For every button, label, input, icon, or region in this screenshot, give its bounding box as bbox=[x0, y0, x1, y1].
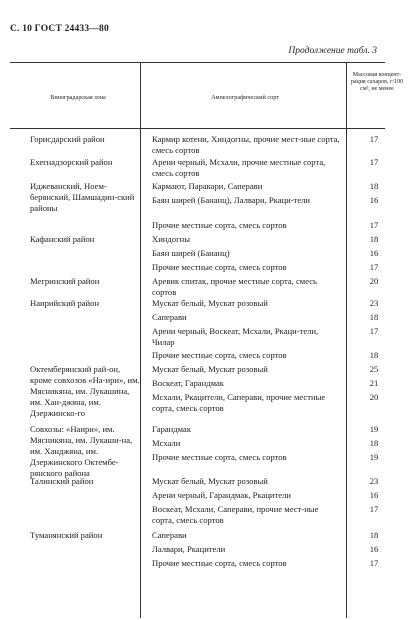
variety-cell: Прочие местные сорта, смесь сортов bbox=[152, 452, 287, 462]
variety-cell: Прочие местные сорта, смесь сортов bbox=[152, 350, 287, 360]
zone-cell: Горисдарский район bbox=[30, 134, 105, 144]
sugar-value-cell: 23 bbox=[369, 476, 379, 486]
variety-cell: Лалвари, Ркацители bbox=[152, 544, 226, 554]
column-header-variety: Ампелографический сорт bbox=[211, 94, 279, 101]
variety-cell: Мсхали bbox=[152, 438, 181, 448]
column-divider-zone bbox=[140, 62, 141, 128]
variety-cell: Кармир котени, Хиндогны, прочие мест-ные сорта, смесь сортов bbox=[152, 134, 340, 155]
variety-cell: Арени черный, Мсхали, прочие местные сорта, смесь сортов bbox=[152, 157, 326, 178]
sugar-value-cell: 16 bbox=[369, 248, 379, 258]
variety-cell: Хиндогны bbox=[152, 234, 190, 244]
sugar-value-cell: 20 bbox=[369, 392, 379, 402]
zone-cell: Ехегнадзорский район bbox=[30, 157, 113, 167]
sugar-value-cell: 19 bbox=[369, 424, 379, 434]
table-continuation-label: Продолжение табл. 3 bbox=[288, 46, 377, 56]
page-header: С. 10 ГОСТ 24433—80 bbox=[10, 24, 109, 34]
sugar-value-cell: 18 bbox=[369, 181, 379, 191]
sugar-value-cell: 17 bbox=[369, 157, 379, 167]
sugar-value-cell: 19 bbox=[369, 452, 379, 462]
variety-cell: Прочие местные сорта, смесь сортов bbox=[152, 262, 287, 272]
column-header-sugar: Массовая концент-рация сахаров, г/100 см³, не менее bbox=[350, 72, 404, 92]
variety-cell: Арени черный, Гарандмак, Ркацители bbox=[152, 490, 291, 500]
variety-cell: Мускат белый, Мускат розовый bbox=[152, 476, 268, 486]
variety-cell: Баян ширей (Бананц) bbox=[152, 248, 230, 258]
zone-cell: Кафанский район bbox=[30, 234, 95, 244]
variety-cell: Арени черный, Воскеат, Мсхали, Ркаци-тели, Чилар bbox=[152, 326, 319, 347]
variety-cell: Баян ширей (Бананц), Лалвари, Ркаци-тели bbox=[152, 195, 311, 205]
sugar-value-cell: 23 bbox=[369, 298, 379, 308]
table-top-rule bbox=[10, 62, 385, 63]
zone-cell: Октемберянский рай-он, кроме совхозов «На-ири», им. Мясникяна, им. Лукашина, им. Хан-джяна, им. Дзержинско-го bbox=[30, 364, 140, 418]
zone-cell: Наирийский район bbox=[30, 298, 100, 308]
variety-cell: Кармают, Паракари, Саперави bbox=[152, 181, 263, 191]
variety-cell: Прочие местные сорта, смесь сортов bbox=[152, 220, 287, 230]
sugar-value-cell: 18 bbox=[369, 530, 379, 540]
sugar-value-cell: 18 bbox=[369, 234, 379, 244]
column-header-zone: Виноградарская зона bbox=[50, 94, 106, 101]
sugar-value-cell: 17 bbox=[369, 326, 379, 336]
header-bottom-rule bbox=[10, 128, 385, 129]
zone-cell: Мегринский район bbox=[30, 276, 100, 286]
sugar-value-cell: 21 bbox=[369, 378, 379, 388]
variety-cell: Воскеат, Гарандмак bbox=[152, 378, 224, 388]
sugar-value-cell: 18 bbox=[369, 312, 379, 322]
sugar-value-cell: 17 bbox=[369, 504, 379, 514]
variety-cell: Мсхали, Ркацители, Саперави, прочие местные сорта, смесь сортов bbox=[152, 392, 326, 413]
sugar-value-cell: 16 bbox=[369, 544, 379, 554]
sugar-value-cell: 25 bbox=[369, 364, 379, 374]
zone-cell: Совхозы: «Наири», им. Мясникяна, им. Лукаши-на, им. Ханджяна, им. Дзержинского Октембе-рянского района bbox=[30, 424, 133, 478]
variety-cell: Прочие местные сорта, смесь сортов bbox=[152, 558, 287, 568]
zone-cell: Иджеванский, Ноем-берянский, Шамшадин-ский районы bbox=[30, 181, 135, 213]
column-divider-zone-body bbox=[140, 128, 141, 618]
variety-cell: Саперави bbox=[152, 312, 187, 322]
sugar-value-cell: 20 bbox=[369, 276, 379, 286]
sugar-value-cell: 18 bbox=[369, 350, 379, 360]
zone-cell: Талинский район bbox=[30, 476, 94, 486]
sugar-value-cell: 18 bbox=[369, 438, 379, 448]
sugar-value-cell: 17 bbox=[369, 134, 379, 144]
sugar-value-cell: 17 bbox=[369, 558, 379, 568]
column-divider-sugar-body bbox=[346, 128, 347, 618]
variety-cell: Мускат белый, Мускат розовый bbox=[152, 298, 268, 308]
column-divider-sugar bbox=[346, 62, 347, 128]
sugar-value-cell: 16 bbox=[369, 195, 379, 205]
sugar-value-cell: 16 bbox=[369, 490, 379, 500]
variety-cell: Гарандмак bbox=[152, 424, 192, 434]
sugar-value-cell: 17 bbox=[369, 220, 379, 230]
zone-cell: Туманянский район bbox=[30, 530, 103, 540]
variety-cell: Мускат белый, Мускат розовый bbox=[152, 364, 268, 374]
variety-cell: Саперави bbox=[152, 530, 187, 540]
variety-cell: Воскеат, Мсхали, Саперави, прочие мест-ные сорта, смесь сортов bbox=[152, 504, 319, 525]
sugar-value-cell: 17 bbox=[369, 262, 379, 272]
variety-cell: Аревик спитак, прочие местные сорта, смесь сортов bbox=[152, 276, 317, 297]
